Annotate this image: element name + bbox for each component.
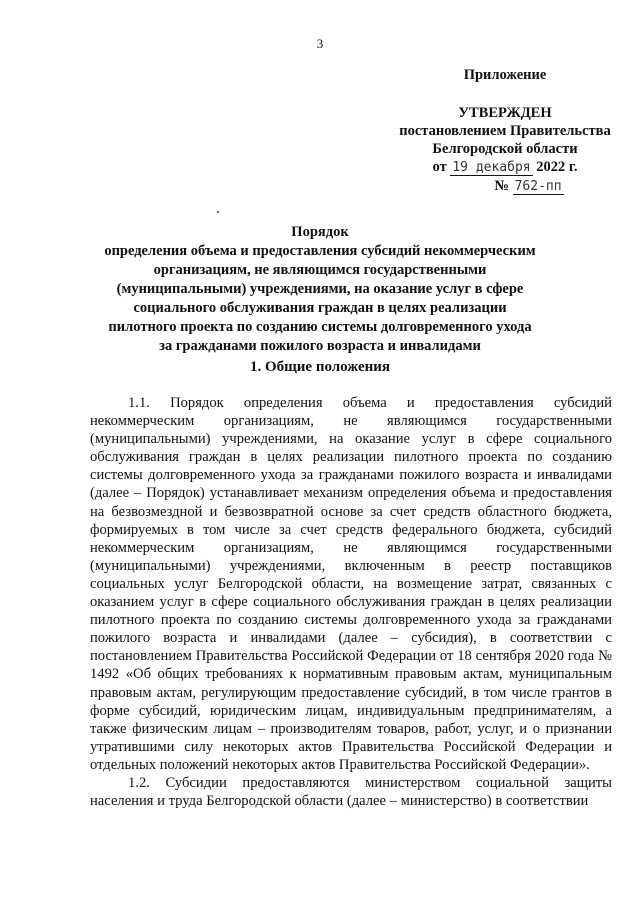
approval-line-2: Белгородской области — [432, 141, 578, 157]
title-line: за гражданами пожилого возраста и инвалидами — [159, 338, 481, 354]
approved-label: УТВЕРЖДЕН — [458, 105, 552, 121]
title-heading: Порядок — [291, 224, 349, 240]
number-prefix: № — [494, 178, 509, 194]
date-suffix: 2022 г. — [536, 159, 578, 175]
document-title — [90, 223, 550, 356]
approval-date — [385, 158, 625, 177]
scan-speck — [217, 211, 219, 213]
section-title: 1. Общие положения — [249, 359, 391, 375]
handwritten-date: 19 декабря — [452, 160, 531, 175]
handwritten-number: 762-пп — [514, 179, 562, 194]
approval-block — [385, 66, 625, 196]
title-line: организациям, не являющимся государственными — [153, 262, 487, 278]
approval-number — [385, 177, 625, 196]
title-line: пилотного проекта по созданию системы долговременного ухода — [108, 319, 532, 335]
appendix-label: Приложение — [463, 67, 547, 83]
title-line: определения объема и предоставления субсидий некоммерческим — [104, 243, 536, 259]
date-prefix: от — [432, 159, 447, 175]
title-line: (муниципальными) учреждениями, на оказание услуг в сфере — [116, 281, 524, 297]
title-line: социального обслуживания граждан в целях реализации — [133, 300, 507, 316]
document-body — [90, 394, 612, 810]
approval-line-1: постановлением Правительства — [399, 123, 611, 139]
paragraph: 1.2. Субсидии предоставляются министерством социальной защиты населения и труда Белгородской области (далее – министерство) в соответствии — [90, 774, 612, 810]
paragraph: 1.1. Порядок определения объема и предоставления субсидий некоммерческим организациям, не являющимся государственными (муниципальными) учреждениями, на оказание услуг в сфере социального обслуживания граждан в целях реализации пилотного проекта по созданию системы долговременного ухода за гражданами пожилого возраста и инвалидами (далее – Порядок) устанавливает механизм определения объема и предоставления на безвозмездной и безвозвратной основе за счет средств областного бюджета, формируемых в том числе за счет средств федерального бюджета, субсидий некоммерческим организациям, не являющимся государственными (муниципальными) учреждениями, включенным в реестр поставщиков социальных услуг Белгородской области, на возмещение затрат, связанных с оказанием услуг в сфере социального обслуживания граждан в целях реализации пилотного проекта по созданию системы долговременного ухода за гражданами пожилого возраста и инвалидами (далее – субсидия), в соответствии с постановлением Правительства Российской Федерации от 18 сентября 2020 года № 1492 «Об общих требованиях к нормативным правовым актам, муниципальным правовым актам, регулирующим предоставление субсидий, в том числе грантов в форме субсидий, юридическим лицам, индивидуальным предпринимателям, а также физическим лицам – производителям товаров, работ, услуг, и о признании утратившими силу некоторых актов Правительства Российской Федерации и отдельных положений некоторых актов Правительства Российской Федерации». — [90, 395, 612, 773]
page-number: 3 — [316, 36, 324, 51]
